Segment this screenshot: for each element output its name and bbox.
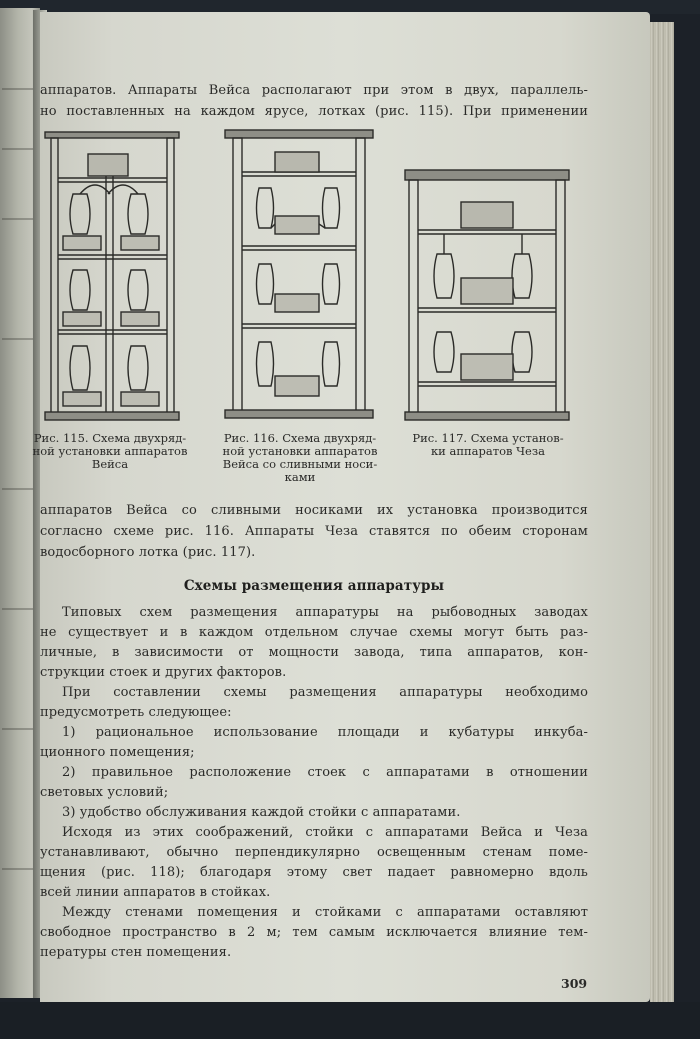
caption-line: Вейса — [91, 457, 129, 471]
body-line: Между стенами помещения и стойками с аппаратами оставляют — [62, 905, 588, 920]
body-line: устанавливают, обычно перпендикулярно освещенным стенам поме- — [40, 845, 588, 860]
background-bottom — [0, 1002, 700, 1039]
body-line: всей линии аппаратов в стойках. — [40, 885, 271, 900]
body-line: 1) рациональное использование площади и кубатуры инкуба- — [62, 725, 588, 740]
body-line: Типовых схем размещения аппаратуры на рыбоводных заводах — [62, 605, 588, 620]
caption-line: Рис. 117. Схема установ- — [412, 431, 564, 445]
page-stack-edge — [650, 22, 674, 1012]
body-line: ционного помещения; — [40, 745, 195, 760]
caption-line: ной установки аппаратов — [32, 444, 188, 458]
body-line: пературы стен помещения. — [40, 945, 232, 960]
caption-line: Рис. 115. Схема двухряд- — [33, 431, 187, 445]
caption-line: ками — [284, 470, 316, 484]
paragraph-line: водосборного лотка (рис. 117). — [40, 545, 256, 560]
paragraph-line: аппаратов Вейса со сливными носиками их установка производится — [40, 503, 588, 518]
body-line: щения (рис. 118); благодаря этому свет падает равномерно вдоль — [40, 865, 588, 880]
caption-line: Рис. 116. Схема двухряд- — [223, 431, 377, 445]
paragraph-line: согласно схеме рис. 116. Аппараты Чеза ставятся по обеим сторонам — [40, 524, 588, 539]
figure-116-drawing — [223, 128, 377, 424]
page-number: 309 — [561, 976, 588, 991]
caption-line: ной установки аппаратов — [222, 444, 378, 458]
figure-117-caption — [398, 432, 578, 458]
figure-117-drawing — [403, 168, 573, 426]
body-line: свободное пространство в 2 м; тем самым исключается влияние тем- — [40, 925, 588, 940]
body-line: 2) правильное расположение стоек с аппаратами в отношении — [62, 765, 588, 780]
section-heading: Схемы размещения аппаратуры — [183, 578, 445, 594]
body-line: струкции стоек и других факторов. — [40, 665, 287, 680]
paragraph-line: но поставленных на каждом ярусе, лотках (рис. 115). При применении — [40, 104, 588, 119]
figure-116-caption — [210, 432, 390, 484]
body-line: световых условий; — [40, 785, 169, 800]
book-page — [32, 12, 650, 1002]
caption-line: ки аппаратов Чеза — [430, 444, 545, 458]
body-line: личные, в зависимости от мощности завода, типа аппаратов, кон- — [40, 645, 588, 660]
body-line: предусмотреть следующее: — [40, 705, 232, 720]
figure-115-caption — [20, 432, 200, 471]
paragraph-line: аппаратов. Аппараты Вейса располагают при этом в двух, параллель- — [40, 83, 588, 98]
body-line: не существует и в каждом отдельном случае схемы могут быть раз- — [40, 625, 588, 640]
body-line: Исходя из этих соображений, стойки с аппаратами Вейса и Чеза — [62, 825, 588, 840]
body-line: При составлении схемы размещения аппаратуры необходимо — [62, 685, 588, 700]
caption-line: Вейса со сливными носи- — [222, 457, 378, 471]
figure-115-drawing — [43, 130, 183, 426]
body-line: 3) удобство обслуживания каждой стойки с аппаратами. — [62, 805, 461, 820]
